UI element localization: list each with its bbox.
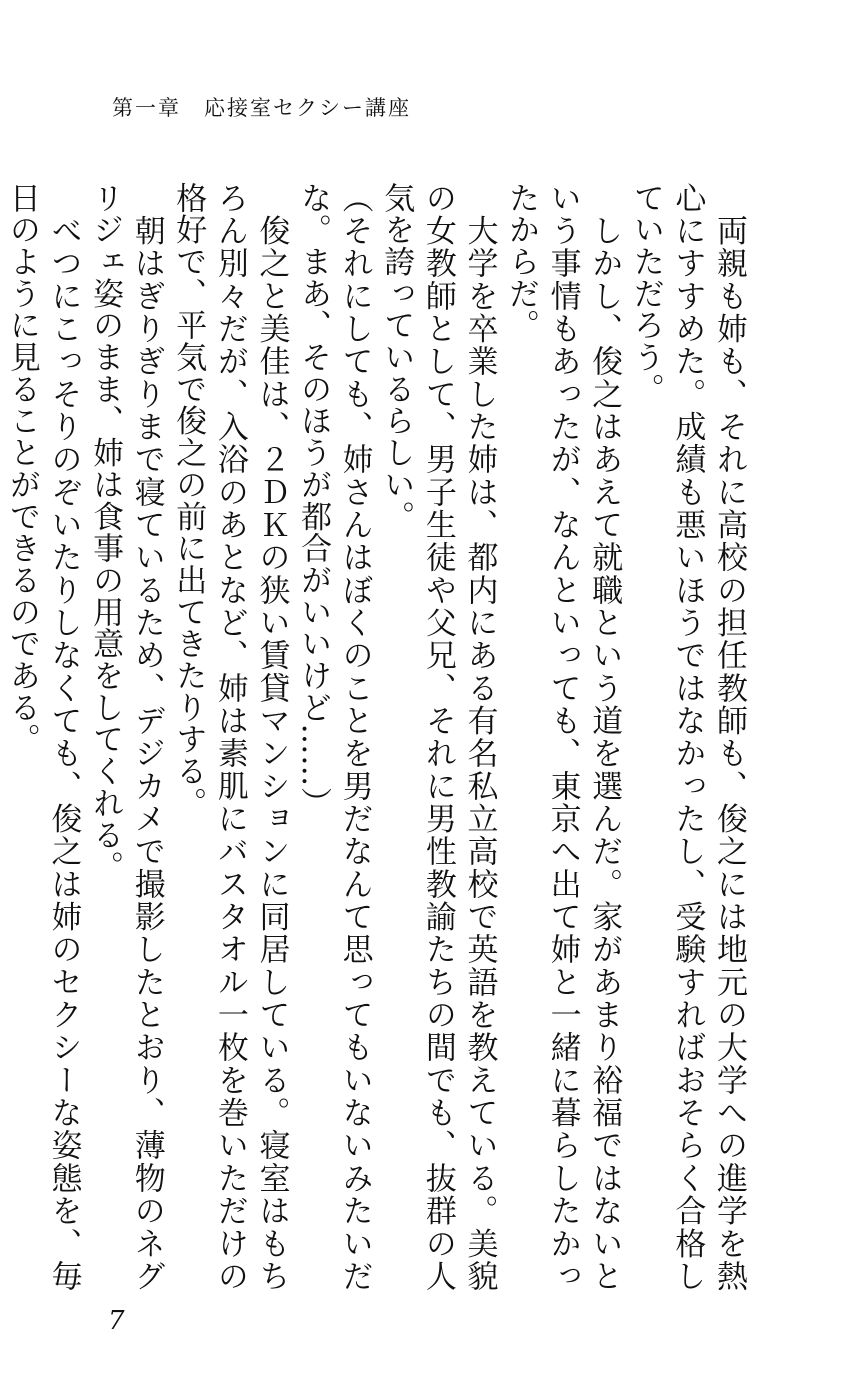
paragraph: 朝はぎりぎりまで寝ているため、デジカメで撮影したとおり、薄物のネグリジェ姿のまま、姉は食事の用意をしてくれる。 bbox=[87, 182, 165, 1292]
paragraph: べつにこっそりのぞいたりしなくても、俊之は姉のセクシーな姿態を、毎日のように見ることができるのである。 bbox=[3, 182, 82, 1292]
page-number: 7 bbox=[108, 1306, 125, 1336]
paragraph: 両親も姉も、それに高校の担任教師も、俊之には地元の大学への進学を熱心にすすめた。成績も悪いほうではなかったし、受験すればおそらく合格していただろう。 bbox=[627, 182, 747, 1292]
paragraph: （それにしても、姉さんはぼくのことを男だなんて思ってもいないみたいだな。まあ、そのほうが都合がいいけど……） bbox=[295, 182, 373, 1292]
running-head: 第一章 応接室セクシー講座 bbox=[112, 96, 411, 120]
body-text bbox=[0, 182, 749, 1292]
paragraph: 俊之と美佳は、２ＤＫの狭い賃貸マンションに同居している。寝室はもちろん別々だが、入浴のあとなど、姉は素肌にバスタオル一枚を巻いただけの格好で、平気で俊之の前に出てきたりする。 bbox=[170, 182, 290, 1292]
paragraph: しかし、俊之はあえて就職という道を選んだ。家があまり裕福ではないという事情もあったが、なんといっても、東京へ出て姉と一緒に暮らしたかったからだ。 bbox=[503, 182, 623, 1292]
paragraph: 大学を卒業した姉は、都内にある有名私立高校で英語を教えている。美貌の女教師として、男子生徒や父兄、それに男性教諭たちの間でも、抜群の人気を誇っているらしい。 bbox=[378, 182, 498, 1292]
